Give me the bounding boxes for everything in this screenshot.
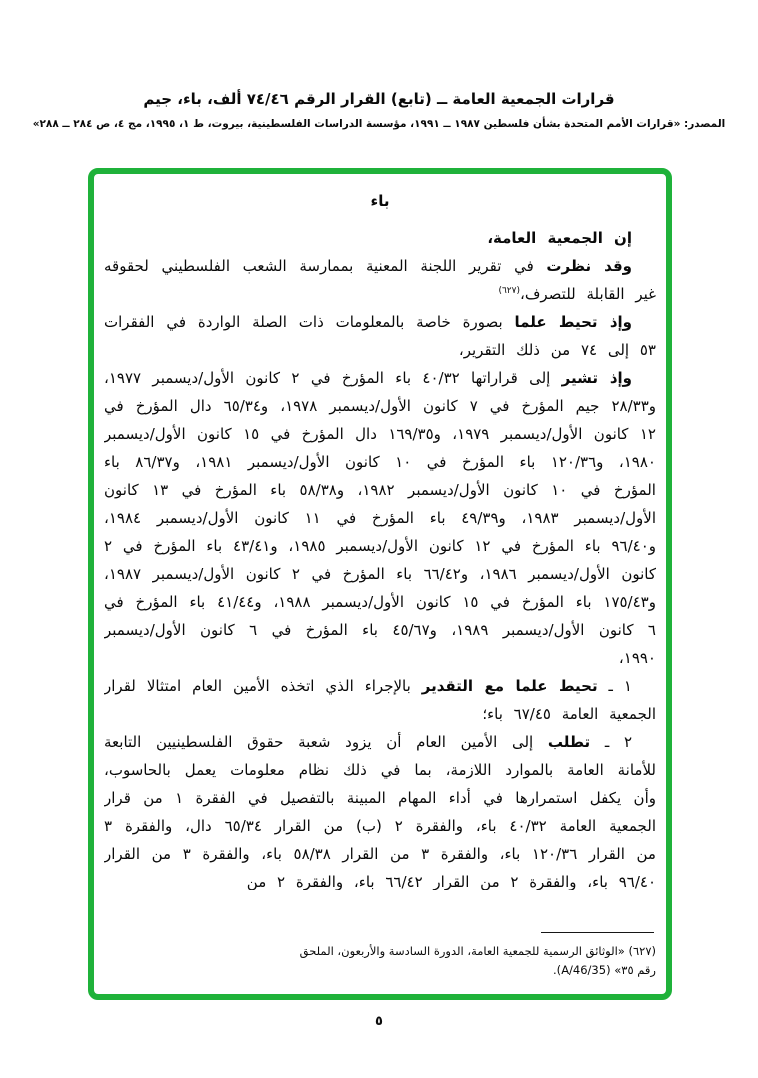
paragraph-lead: وقد نظرت xyxy=(546,257,632,275)
paragraph-text: ٢ ـ xyxy=(590,733,633,751)
paragraph-lead: تحيط علما مع التقدير xyxy=(421,677,598,695)
paragraph-text: في تقرير اللجنة المعنية بممارسة الشعب الفلسطيني لحقوقه غير القابلة للتصرف، xyxy=(104,257,656,303)
paragraph-text: بصورة خاصة بالمعلومات ذات الصلة الواردة في الفقرات ٥٣ إلى ٧٤ من ذلك التقرير، xyxy=(104,313,656,359)
paragraph-lead: وإذ تحيط علما xyxy=(514,313,632,331)
paragraph xyxy=(104,364,656,672)
footnote-separator xyxy=(541,932,654,933)
paragraph-lead: إن الجمعية العامة، xyxy=(487,229,632,247)
paragraph-lead: تطلب xyxy=(547,733,591,751)
paragraph xyxy=(104,672,656,728)
footnote-block xyxy=(104,932,656,980)
section-heading: باء xyxy=(370,192,390,210)
paragraph xyxy=(104,728,656,890)
paragraph xyxy=(104,308,656,364)
paragraph-text: إلى قراراتها ٤٠/٣٢ باء المؤرخ في ٢ كانون الأول/ديسمبر ١٩٧٧، و٢٨/٣٣ جيم المؤرخ في ٧ كانون الأول/ديسمبر ١٩٧٨، و٦٥/٣٤ دال المؤرخ في ١٢ كانون الأول/ديسمبر ١٩٧٩، و١٦٩/٣٥ دال المؤرخ في ١٥ كانون الأول/ديسمبر ١٩٨٠، و١٢٠/٣٦ باء المؤرخ في ١٠ كانون الأول/ديسمبر ١٩٨١، و٨٦/٣٧ باء المؤرخ في ١٠ كانون الأول/ديسمبر ١٩٨٢، و٥٨/٣٨ باء المؤرخ في ١٣ كانون الأول/ديسمبر ١٩٨٣، و٤٩/٣٩ باء المؤرخ في ١١ كانون الأول/ديسمبر ١٩٨٤، و٩٦/٤٠ باء المؤرخ في ١٢ كانون الأول/ديسمبر ١٩٨٥، و٤٣/٤١ باء المؤرخ في ٢ كانون الأول/ديسمبر ١٩٨٦، و٦٦/٤٢ باء المؤرخ في ٢ كانون الأول/ديسمبر ١٩٨٧، و١٧٥/٤٣ باء المؤرخ في ١٥ كانون الأول/ديسمبر ١٩٨٨، و٤١/٤٤ باء المؤرخ في ٦ كانون الأول/ديسمبر ١٩٨٩، و٤٥/٦٧ باء المؤرخ في ٦ كانون الأول/ديسمبر ١٩٩٠، xyxy=(104,369,656,667)
page-header xyxy=(0,90,758,130)
paragraph-text: إلى الأمين العام أن يزود شعبة حقوق الفلسطينيين التابعة للأمانة العامة بالموارد اللازمة، بما في ذلك نظام معلومات يعمل بالحاسوب، وأن يكفل استمرارها في أداء المهام المبينة بالتفصيل في الفقرة ١ من قرار الجمعية العامة ٤٠/٣٢ باء، والفقرة ٢ (ب) من القرار ٦٥/٣٤ دال، والفقرة ٣ من القرار ١٢٠/٣٦ باء، والفقرة ٣ من القرار ٥٨/٣٨ باء، والفقرة ٣ من القرار ٩٦/٤٠ باء، والفقرة ٢ من القرار ٦٦/٤٢ باء، والفقرة ٢ من xyxy=(104,733,656,890)
page-title: قرارات الجمعية العامة ــ (تابع) القرار الرقم ٧٤/٤٦ ألف، باء، جيم xyxy=(143,90,615,108)
footnote-line-1: (٦٢٧) «الوثائق الرسمية للجمعية العامة، الدورة السادسة والأربعون، الملحق xyxy=(299,944,656,958)
resolution-body xyxy=(104,224,656,890)
footnote-line-2: رقم ٣٥» (A/46/35). xyxy=(553,963,656,977)
paragraph xyxy=(104,252,656,308)
paragraph xyxy=(104,224,656,252)
page-number: ٥ xyxy=(375,1014,383,1029)
paragraph-text: بالإجراء الذي اتخذه الأمين العام امتثالا لقرار الجمعية العامة ٦٧/٤٥ باء؛ xyxy=(104,677,656,723)
paragraph-lead: وإذ تشير xyxy=(561,369,632,387)
resolution-box xyxy=(88,168,672,1000)
footnote-ref: (٦٢٧) xyxy=(498,286,520,296)
source-line: المصدر: «قرارات الأمم المتحدة بشأن فلسطين ١٩٨٧ ــ ١٩٩١، مؤسسة الدراسات الفلسطينية، بيروت، ط ١، ١٩٩٥، مج ٤، ص ٢٨٤ ــ ٢٨٨» xyxy=(32,118,726,130)
paragraph-text: ١ ـ xyxy=(597,677,632,695)
